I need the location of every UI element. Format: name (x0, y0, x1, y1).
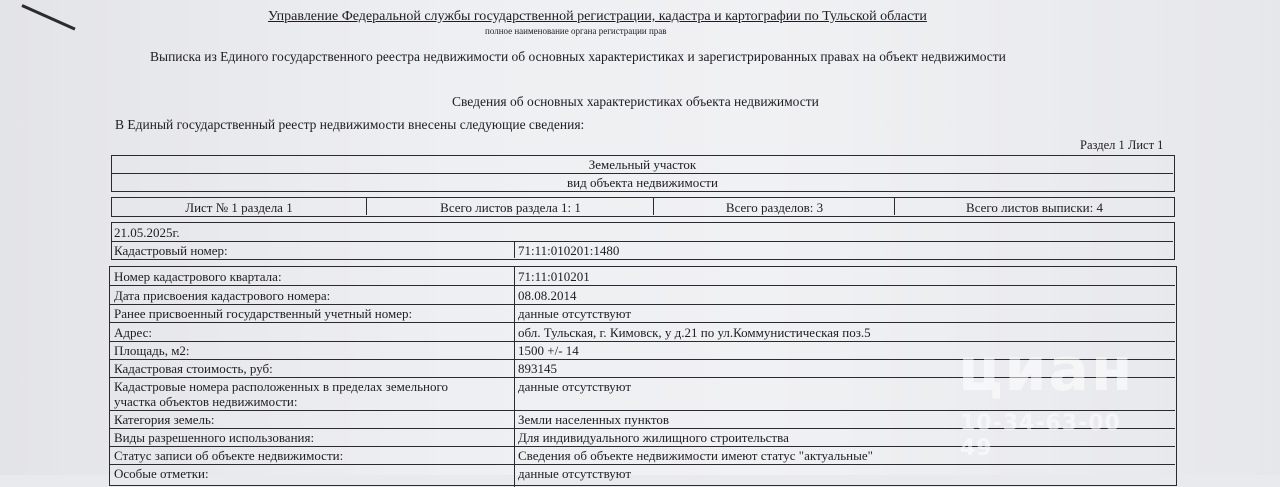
row-value: данные отсутствуют (518, 306, 632, 321)
row-label: Ранее присвоенный государственный учетный номер: (114, 306, 413, 321)
row-value: 1500 +/- 14 (518, 343, 579, 358)
row-value: Для индивидуального жилищного строительства (518, 430, 789, 445)
row-value: обл. Тульская, г. Кимовск, у д.21 по ул.Коммунистическая поз.5 (518, 325, 871, 340)
object-name: Земельный участок (588, 157, 697, 172)
extract-date: 21.05.2025г. (114, 225, 180, 240)
cadastral-number-value: 71:11:010201:1480 (518, 243, 620, 258)
watermark-logo: циан (958, 335, 1135, 405)
row-label: Категория земель: (114, 412, 215, 427)
total-sheets: Всего листов выписки: 4 (966, 200, 1103, 215)
row-label: Особые отметки: (114, 466, 209, 481)
extract-title: Выписка из Единого государственного реестра недвижимости об основных характеристиках и зарегистрированных правах на объект недвижимости (150, 49, 1006, 64)
section-sheet-label: Раздел 1 Лист 1 (1080, 138, 1164, 152)
row-label: Площадь, м2: (114, 343, 190, 358)
row-label: Виды разрешенного использования: (114, 430, 315, 445)
sheet-number: Лист № 1 раздела 1 (185, 200, 293, 215)
object-type-box (111, 155, 1175, 192)
cadastral-number-label: Кадастровый номер: (114, 243, 228, 258)
row-label: Номер кадастрового квартала: (114, 269, 282, 284)
section-title: Сведения об основных характеристиках объекта недвижимости (452, 94, 819, 109)
row-value: данные отсутствуют (518, 466, 632, 481)
sheet-info-box (111, 197, 1175, 217)
total-sheets-section: Всего листов раздела 1: 1 (440, 200, 581, 215)
object-kind-label: вид объекта недвижимости (567, 175, 718, 190)
row-label-continued: участка объектов недвижимости: (114, 394, 298, 409)
organization-note: полное наименование органа регистрации прав (485, 26, 667, 36)
row-label: Кадастровые номера расположенных в пределах земельного (114, 379, 448, 394)
row-value: Сведения об объекте недвижимости имеют статус "актуальные" (518, 448, 873, 463)
row-label: Кадастровая стоимость, руб: (114, 361, 273, 376)
row-label: Адрес: (114, 325, 152, 340)
row-value: 71:11:010201 (518, 269, 590, 284)
pen-mark (21, 4, 75, 30)
row-value: 893145 (518, 361, 557, 376)
row-value: Земли населенных пунктов (518, 412, 669, 427)
cian-watermark (958, 335, 1158, 461)
row-label: Дата присвоения кадастрового номера: (114, 288, 331, 303)
row-label: Статус записи об объекте недвижимости: (114, 448, 344, 463)
row-value: 08.08.2014 (518, 288, 577, 303)
organization-name: Управление Федеральной службы государственной регистрации, кадастра и картографии по Тульской области (268, 9, 927, 24)
cadastral-box (111, 222, 1175, 260)
intro-text: В Единый государственный реестр недвижимости внесены следующие сведения: (115, 117, 585, 132)
row-value: данные отсутствуют (518, 379, 632, 394)
watermark-phone: 10-34-63-00 49 (960, 411, 1121, 461)
total-sections: Всего разделов: 3 (725, 200, 824, 215)
